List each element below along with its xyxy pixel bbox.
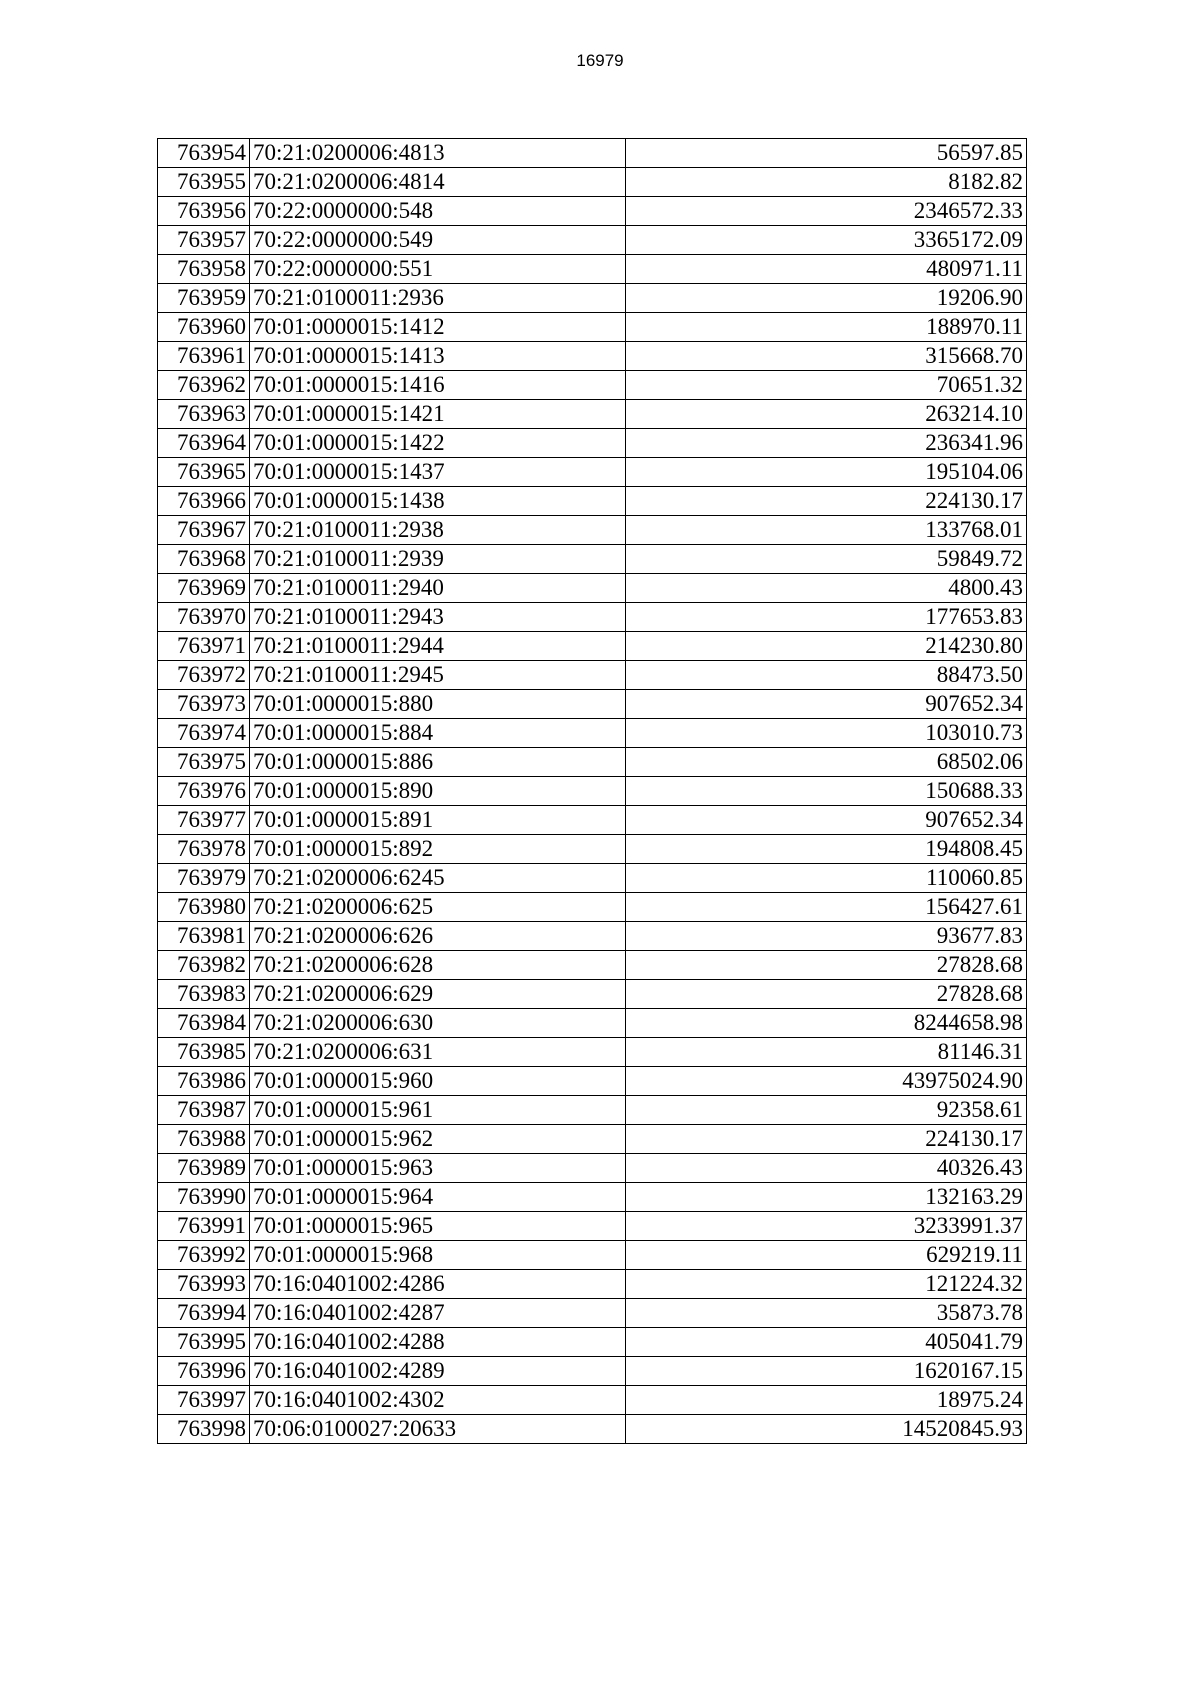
row-id-cell: 763978 — [158, 835, 250, 864]
table-row — [158, 1067, 1027, 1096]
cadastral-number-cell: 70:01:0000015:962 — [250, 1125, 626, 1154]
cadastral-number-cell: 70:21:0200006:626 — [250, 922, 626, 951]
row-id-cell: 763965 — [158, 458, 250, 487]
row-id-cell: 763997 — [158, 1386, 250, 1415]
cadastral-number-cell: 70:21:0100011:2939 — [250, 545, 626, 574]
table-row — [158, 516, 1027, 545]
row-id-cell: 763972 — [158, 661, 250, 690]
value-cell: 35873.78 — [626, 1299, 1027, 1328]
value-cell: 27828.68 — [626, 980, 1027, 1009]
row-id-cell: 763986 — [158, 1067, 250, 1096]
table-row — [158, 1241, 1027, 1270]
cadastral-number-cell: 70:16:0401002:4289 — [250, 1357, 626, 1386]
cadastral-number-cell: 70:21:0100011:2945 — [250, 661, 626, 690]
value-cell: 68502.06 — [626, 748, 1027, 777]
cadastral-number-cell: 70:01:0000015:964 — [250, 1183, 626, 1212]
row-id-cell: 763990 — [158, 1183, 250, 1212]
value-cell: 263214.10 — [626, 400, 1027, 429]
value-cell: 110060.85 — [626, 864, 1027, 893]
cadastral-number-cell: 70:01:0000015:1413 — [250, 342, 626, 371]
table-row — [158, 313, 1027, 342]
cadastral-number-cell: 70:01:0000015:880 — [250, 690, 626, 719]
table-row — [158, 371, 1027, 400]
table-row — [158, 1038, 1027, 1067]
value-cell: 236341.96 — [626, 429, 1027, 458]
table-row — [158, 690, 1027, 719]
row-id-cell: 763956 — [158, 197, 250, 226]
table-row — [158, 748, 1027, 777]
value-cell: 2346572.33 — [626, 197, 1027, 226]
value-cell: 8244658.98 — [626, 1009, 1027, 1038]
value-cell: 224130.17 — [626, 487, 1027, 516]
row-id-cell: 763970 — [158, 603, 250, 632]
table-row — [158, 1183, 1027, 1212]
value-cell: 195104.06 — [626, 458, 1027, 487]
table-row — [158, 545, 1027, 574]
value-cell: 194808.45 — [626, 835, 1027, 864]
cadastral-number-cell: 70:16:0401002:4288 — [250, 1328, 626, 1357]
cadastral-number-cell: 70:01:0000015:890 — [250, 777, 626, 806]
value-cell: 177653.83 — [626, 603, 1027, 632]
table-row — [158, 429, 1027, 458]
cadastral-number-cell: 70:21:0200006:629 — [250, 980, 626, 1009]
table-row — [158, 1328, 1027, 1357]
cadastral-number-cell: 70:01:0000015:960 — [250, 1067, 626, 1096]
table-body — [158, 139, 1027, 1444]
row-id-cell: 763969 — [158, 574, 250, 603]
table-row — [158, 284, 1027, 313]
table-row — [158, 951, 1027, 980]
cadastral-number-cell: 70:01:0000015:891 — [250, 806, 626, 835]
table-row — [158, 661, 1027, 690]
value-cell: 18975.24 — [626, 1386, 1027, 1415]
cadastral-number-cell: 70:01:0000015:886 — [250, 748, 626, 777]
cadastral-number-cell: 70:01:0000015:1438 — [250, 487, 626, 516]
row-id-cell: 763981 — [158, 922, 250, 951]
cadastral-number-cell: 70:06:0100027:20633 — [250, 1415, 626, 1444]
table-row — [158, 1212, 1027, 1241]
table-row — [158, 487, 1027, 516]
value-cell: 3233991.37 — [626, 1212, 1027, 1241]
table-row — [158, 255, 1027, 284]
value-cell: 43975024.90 — [626, 1067, 1027, 1096]
cadastral-number-cell: 70:01:0000015:968 — [250, 1241, 626, 1270]
value-cell: 133768.01 — [626, 516, 1027, 545]
row-id-cell: 763958 — [158, 255, 250, 284]
value-cell: 629219.11 — [626, 1241, 1027, 1270]
cadastral-number-cell: 70:01:0000015:965 — [250, 1212, 626, 1241]
table-row — [158, 226, 1027, 255]
row-id-cell: 763974 — [158, 719, 250, 748]
table-row — [158, 458, 1027, 487]
row-id-cell: 763996 — [158, 1357, 250, 1386]
row-id-cell: 763967 — [158, 516, 250, 545]
table-row — [158, 168, 1027, 197]
cadastral-number-cell: 70:21:0100011:2936 — [250, 284, 626, 313]
table-row — [158, 893, 1027, 922]
value-cell: 214230.80 — [626, 632, 1027, 661]
row-id-cell: 763994 — [158, 1299, 250, 1328]
value-cell: 92358.61 — [626, 1096, 1027, 1125]
row-id-cell: 763971 — [158, 632, 250, 661]
table-row — [158, 777, 1027, 806]
row-id-cell: 763966 — [158, 487, 250, 516]
table-row — [158, 806, 1027, 835]
row-id-cell: 763962 — [158, 371, 250, 400]
cadastral-number-cell: 70:01:0000015:1421 — [250, 400, 626, 429]
value-cell: 27828.68 — [626, 951, 1027, 980]
row-id-cell: 763973 — [158, 690, 250, 719]
value-cell: 93677.83 — [626, 922, 1027, 951]
table-row — [158, 342, 1027, 371]
table-row — [158, 1299, 1027, 1328]
table-row — [158, 719, 1027, 748]
row-id-cell: 763980 — [158, 893, 250, 922]
row-id-cell: 763957 — [158, 226, 250, 255]
value-cell: 480971.11 — [626, 255, 1027, 284]
row-id-cell: 763977 — [158, 806, 250, 835]
row-id-cell: 763985 — [158, 1038, 250, 1067]
row-id-cell: 763960 — [158, 313, 250, 342]
row-id-cell: 763998 — [158, 1415, 250, 1444]
value-cell: 156427.61 — [626, 893, 1027, 922]
cadastral-number-cell: 70:21:0200006:625 — [250, 893, 626, 922]
cadastral-number-cell: 70:22:0000000:549 — [250, 226, 626, 255]
value-cell: 40326.43 — [626, 1154, 1027, 1183]
value-cell: 1620167.15 — [626, 1357, 1027, 1386]
value-cell: 56597.85 — [626, 139, 1027, 168]
cadastral-number-cell: 70:21:0100011:2944 — [250, 632, 626, 661]
table-row — [158, 1386, 1027, 1415]
value-cell: 907652.34 — [626, 806, 1027, 835]
cadastral-number-cell: 70:21:0200006:6245 — [250, 864, 626, 893]
cadastral-number-cell: 70:21:0200006:628 — [250, 951, 626, 980]
row-id-cell: 763995 — [158, 1328, 250, 1357]
cadastral-number-cell: 70:01:0000015:1437 — [250, 458, 626, 487]
table-row — [158, 574, 1027, 603]
cadastral-number-cell: 70:01:0000015:961 — [250, 1096, 626, 1125]
cadastral-number-cell: 70:16:0401002:4286 — [250, 1270, 626, 1299]
row-id-cell: 763988 — [158, 1125, 250, 1154]
table-row — [158, 632, 1027, 661]
table-row — [158, 1270, 1027, 1299]
value-cell: 59849.72 — [626, 545, 1027, 574]
value-cell: 81146.31 — [626, 1038, 1027, 1067]
cadastral-number-cell: 70:01:0000015:1422 — [250, 429, 626, 458]
row-id-cell: 763963 — [158, 400, 250, 429]
value-cell: 150688.33 — [626, 777, 1027, 806]
value-cell: 132163.29 — [626, 1183, 1027, 1212]
cadastral-number-cell: 70:21:0200006:4813 — [250, 139, 626, 168]
row-id-cell: 763993 — [158, 1270, 250, 1299]
value-cell: 315668.70 — [626, 342, 1027, 371]
cadastral-number-cell: 70:01:0000015:892 — [250, 835, 626, 864]
row-id-cell: 763964 — [158, 429, 250, 458]
value-cell: 14520845.93 — [626, 1415, 1027, 1444]
value-cell: 70651.32 — [626, 371, 1027, 400]
value-cell: 907652.34 — [626, 690, 1027, 719]
row-id-cell: 763989 — [158, 1154, 250, 1183]
value-cell: 8182.82 — [626, 168, 1027, 197]
cadastral-number-cell: 70:21:0100011:2938 — [250, 516, 626, 545]
table-row — [158, 197, 1027, 226]
value-cell: 405041.79 — [626, 1328, 1027, 1357]
row-id-cell: 763976 — [158, 777, 250, 806]
cadastral-number-cell: 70:16:0401002:4287 — [250, 1299, 626, 1328]
row-id-cell: 763968 — [158, 545, 250, 574]
row-id-cell: 763984 — [158, 1009, 250, 1038]
cadastral-number-cell: 70:22:0000000:551 — [250, 255, 626, 284]
cadastral-number-cell: 70:01:0000015:1416 — [250, 371, 626, 400]
table-row — [158, 1154, 1027, 1183]
value-cell: 224130.17 — [626, 1125, 1027, 1154]
cadastral-number-cell: 70:21:0100011:2943 — [250, 603, 626, 632]
table-row — [158, 400, 1027, 429]
data-table — [157, 138, 1027, 1444]
value-cell: 4800.43 — [626, 574, 1027, 603]
row-id-cell: 763987 — [158, 1096, 250, 1125]
row-id-cell: 763955 — [158, 168, 250, 197]
value-cell: 103010.73 — [626, 719, 1027, 748]
cadastral-number-cell: 70:21:0100011:2940 — [250, 574, 626, 603]
value-cell: 88473.50 — [626, 661, 1027, 690]
table-row — [158, 1357, 1027, 1386]
value-cell: 19206.90 — [626, 284, 1027, 313]
table-row — [158, 1125, 1027, 1154]
row-id-cell: 763983 — [158, 980, 250, 1009]
table-row — [158, 1009, 1027, 1038]
table-row — [158, 139, 1027, 168]
cadastral-number-cell: 70:01:0000015:884 — [250, 719, 626, 748]
row-id-cell: 763959 — [158, 284, 250, 313]
row-id-cell: 763979 — [158, 864, 250, 893]
table-row — [158, 603, 1027, 632]
page-number: 16979 — [576, 51, 624, 70]
cadastral-number-cell: 70:01:0000015:963 — [250, 1154, 626, 1183]
table-row — [158, 1415, 1027, 1444]
table-row — [158, 864, 1027, 893]
row-id-cell: 763992 — [158, 1241, 250, 1270]
cadastral-number-cell: 70:01:0000015:1412 — [250, 313, 626, 342]
table-row — [158, 835, 1027, 864]
cadastral-number-cell: 70:21:0200006:631 — [250, 1038, 626, 1067]
table-row — [158, 922, 1027, 951]
table-row — [158, 980, 1027, 1009]
cadastral-number-cell: 70:22:0000000:548 — [250, 197, 626, 226]
row-id-cell: 763991 — [158, 1212, 250, 1241]
row-id-cell: 763975 — [158, 748, 250, 777]
cadastral-number-cell: 70:16:0401002:4302 — [250, 1386, 626, 1415]
cadastral-number-cell: 70:21:0200006:630 — [250, 1009, 626, 1038]
value-cell: 188970.11 — [626, 313, 1027, 342]
row-id-cell: 763961 — [158, 342, 250, 371]
value-cell: 3365172.09 — [626, 226, 1027, 255]
table-row — [158, 1096, 1027, 1125]
row-id-cell: 763954 — [158, 139, 250, 168]
row-id-cell: 763982 — [158, 951, 250, 980]
value-cell: 121224.32 — [626, 1270, 1027, 1299]
cadastral-number-cell: 70:21:0200006:4814 — [250, 168, 626, 197]
